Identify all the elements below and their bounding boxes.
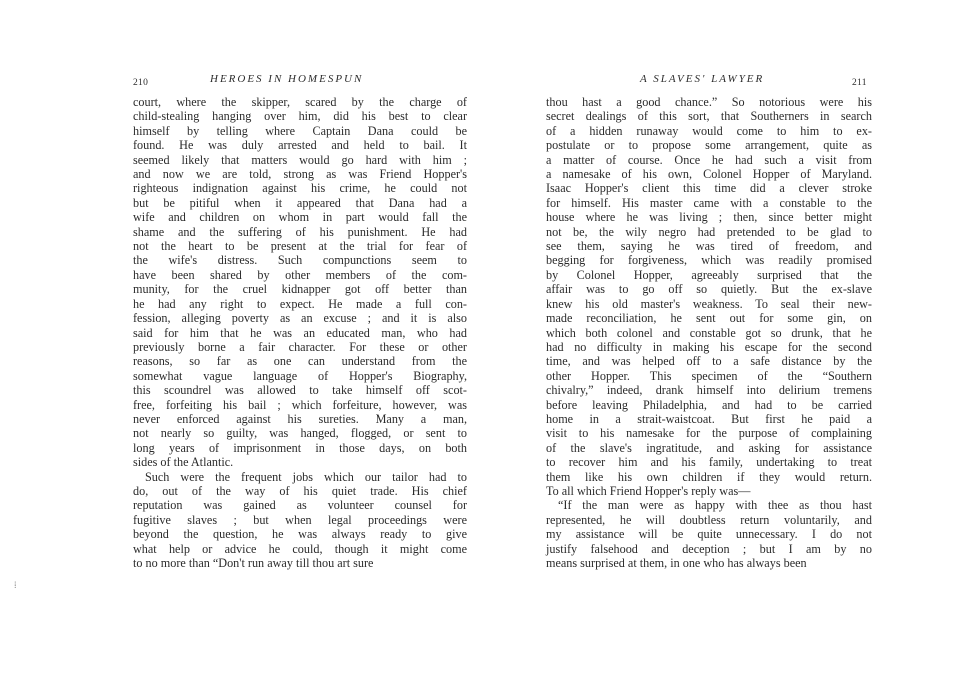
- page-body-text: [546, 95, 872, 570]
- text-line: postulate or to propose some arrangement, quite as: [546, 138, 872, 153]
- text-line: he had any right to expect. He made a full con-: [133, 296, 467, 311]
- text-line: before leaving Philadelphia, and had to be carried: [546, 397, 872, 412]
- text-line: not the heart to be present at the trial for fear of: [133, 239, 467, 254]
- text-line: house where he was living ; then, since better might: [546, 210, 872, 225]
- text-line: means surprised at them, in one who has always been: [546, 556, 807, 570]
- text-line: found. He was duly arrested and held to bail. It: [133, 138, 467, 153]
- text-line: Isaac Hopper's client this time did a clever stroke: [546, 181, 872, 196]
- text-line: “If the man were as happy with thee as thou hast: [558, 498, 872, 513]
- text-line: munity, for the cruel kidnapper got off better than: [133, 282, 467, 297]
- text-line: beyond the question, he was always ready to give: [133, 527, 467, 542]
- text-line: reputation was gained as volunteer counsel for: [133, 498, 467, 513]
- text-line: by Colonel Hopper, agreeably surprised that the: [546, 267, 872, 282]
- text-line: have been shared by other members of the com-: [133, 267, 467, 282]
- text-line: made reconciliation, he sent out for some gin, on: [546, 311, 872, 326]
- text-line: fugitive slaves ; but when legal proceedings were: [133, 512, 467, 527]
- text-line: what help or advice he could, though it might come: [133, 541, 467, 556]
- text-line: reasons, so far as one can understand from the: [133, 354, 467, 369]
- text-line: represented, he will doubtless return voluntarily, and: [546, 512, 872, 527]
- page-number: 211: [852, 78, 867, 88]
- text-line: thou hast a good chance.” So notorious were his: [546, 95, 872, 109]
- text-line: this scoundrel was allowed to take himself off scot-: [133, 383, 467, 398]
- text-line: righteous indignation against his crime, he could not: [133, 181, 467, 196]
- text-line: to no more than “Don't run away till thou art sure: [133, 556, 374, 570]
- text-line: shame and the suffering of his punishment. He had: [133, 224, 467, 239]
- text-line: fession, alleging poverty as an excuse ; and it is also: [133, 311, 467, 326]
- text-line: my assistance will be quite unnecessary. I do not: [546, 527, 872, 542]
- text-line: had no difficulty in making his escape for the second: [546, 339, 872, 354]
- margin-mark: ⁞: [14, 580, 17, 590]
- text-line: and now we are told, strong as was Friend Hopper's: [133, 167, 467, 182]
- text-line: of a hidden runaway would come to him to ex-: [546, 123, 872, 138]
- text-line: but be pitiful when it appeared that Dana had a: [133, 195, 467, 210]
- text-line: them like his own children if they would return.: [546, 469, 872, 484]
- text-line: seemed likely that matters would go hard with him ;: [133, 152, 467, 167]
- text-line: sides of the Atlantic.: [133, 455, 234, 470]
- page-body-text: [133, 95, 467, 570]
- text-line: the wife's distress. Such compunctions seem to: [133, 253, 467, 268]
- running-title: HEROES IN HOMESPUN: [210, 73, 364, 85]
- text-line: visit to his namesake for the purpose of complaining: [546, 426, 872, 441]
- page-number: 210: [133, 78, 149, 88]
- text-line: of the slave's ingratitude, and asking for assistance: [546, 440, 872, 455]
- text-line: chivalry,” indeed, drank himself into delirium tremens: [546, 383, 872, 398]
- text-line: a matter of course. Once he had such a visit from: [546, 152, 872, 167]
- text-line: not be, the wily negro had pretended to be glad to: [546, 224, 872, 239]
- text-line: said for him that he was an educated man, who had: [133, 325, 467, 340]
- text-line: not nearly so guilty, was hanged, flogged, or sent to: [133, 426, 467, 441]
- text-line: other Hopper. This specimen of the “Southern: [546, 368, 872, 383]
- text-line: somewhat vague language of Hopper's Biography,: [133, 368, 467, 383]
- text-line: which both colonel and constable got so drunk, that he: [546, 325, 872, 340]
- text-line: justify falsehood and deception ; but I am by no: [546, 541, 872, 556]
- text-line: never enforced against his sureties. Many a man,: [133, 411, 467, 426]
- running-title: A SLAVES' LAWYER: [640, 73, 765, 85]
- text-line: see them, saying he was tired of freedom, and: [546, 239, 872, 254]
- text-line: knew his old master's weakness. To seal their new-: [546, 296, 872, 311]
- text-line: court, where the skipper, scared by the charge of: [133, 95, 467, 109]
- text-line: for himself. His master came with a constable to the: [546, 195, 872, 210]
- text-line: previously borne a fair character. For these or other: [133, 339, 467, 354]
- text-line: secret dealings of this sort, that Southerners in search: [546, 109, 872, 124]
- text-line: To all which Friend Hopper's reply was—: [546, 483, 751, 498]
- text-line: time, and was helped off to a safe distance by the: [546, 354, 872, 369]
- text-line: to recover him and his family, undertaking to treat: [546, 455, 872, 470]
- text-line: begging for forgiveness, which was readily promised: [546, 253, 872, 268]
- text-line: affair was to go off so quietly. But the ex-slave: [546, 282, 872, 297]
- text-line: free, forfeiting his bail ; which forfeiture, however, was: [133, 397, 467, 412]
- text-line: home in a strait-waistcoat. But first he paid a: [546, 411, 872, 426]
- text-line: child-stealing hanging over him, did his best to clear: [133, 109, 467, 124]
- text-line: wife and children on whom in part would fall the: [133, 210, 467, 225]
- text-line: long years of imprisonment in those days, on both: [133, 440, 467, 455]
- right-page: [490, 0, 980, 674]
- text-line: himself by telling where Captain Dana could be: [133, 123, 467, 138]
- text-line: Such were the frequent jobs which our tailor had to: [145, 469, 467, 484]
- text-line: a namesake of his own, Colonel Hopper of Maryland.: [546, 167, 872, 182]
- text-line: do, out of the way of his quiet trade. His chief: [133, 483, 467, 498]
